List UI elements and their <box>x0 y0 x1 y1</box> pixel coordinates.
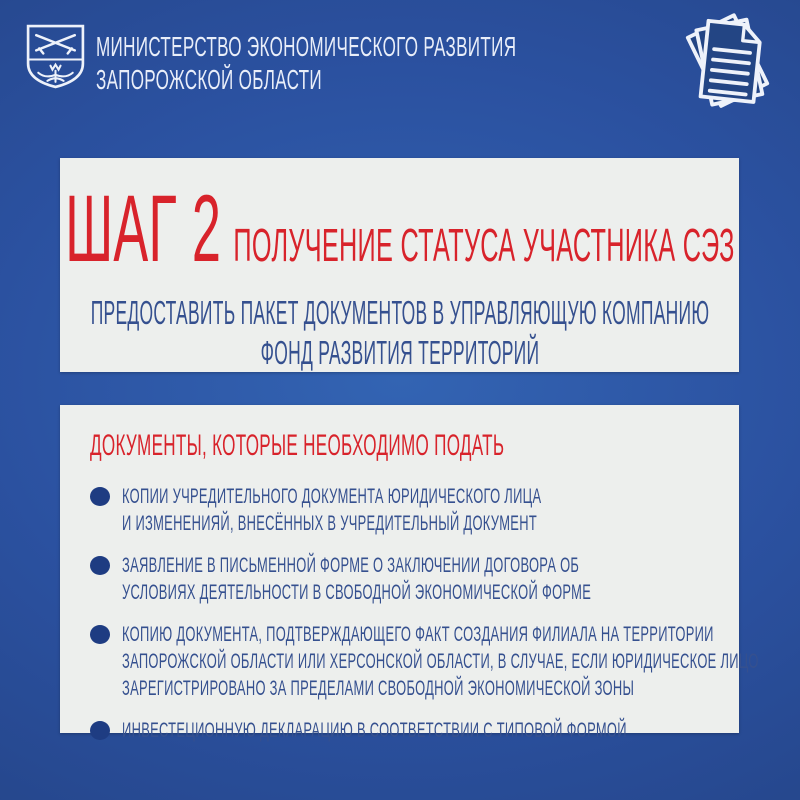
list-item-line: УСЛОВИЯХ ДЕЯТЕЛЬНОСТИ В СВОБОДНОЙ ЭКОНОМИЧЕСКОЙ ФОРМЕ <box>122 580 592 604</box>
step-subtitle-line1: ПРЕДОСТАВИТЬ ПАКЕТ ДОКУМЕНТОВ В УПРАВЛЯЮЩУЮ КОМПАНИЮ <box>90 294 709 331</box>
list-item-line: И ИЗМЕНЕНИЯЙ, ВНЕСЁННЫХ В УЧРЕДИТЕЛЬНЫЙ ДОКУМЕНТ <box>122 511 538 535</box>
step-subtitle-line2: ФОНД РАЗВИТИЯ ТЕРРИТОРИЙ <box>260 334 539 371</box>
step-card <box>60 158 739 372</box>
list-item <box>90 621 759 702</box>
bullet-dot-icon <box>90 721 110 740</box>
list-item-text <box>122 717 709 744</box>
list-item-text <box>122 483 709 537</box>
list-item-line: ЗАРЕГИСТРИРОВАНО ЗА ПРЕДЕЛАМИ СВОБОДНОЙ ЭКОНОМИЧЕСКОЙ ЗОНЫ <box>122 676 635 700</box>
list-item <box>90 717 709 744</box>
list-item <box>90 552 709 606</box>
ministry-title-line1: МИНИСТЕРСТВО ЭКОНОМИЧЕСКОГО РАЗВИТИЯ <box>96 31 517 62</box>
step-title: ПОЛУЧЕНИЕ СТАТУСА УЧАСТНИКА СЭЗ <box>232 219 735 271</box>
coat-of-arms-icon <box>25 23 86 90</box>
list-item <box>90 483 709 537</box>
documents-heading: ДОКУМЕНТЫ, КОТОРЫЕ НЕОБХОДИМО ПОДАТЬ <box>90 429 505 462</box>
list-item-text <box>122 552 709 606</box>
bullet-dot-icon <box>90 625 110 644</box>
step-number-label: ШАГ 2 <box>64 176 221 282</box>
list-item-text <box>122 621 759 702</box>
list-item-line: ИНВЕСТЕЦИОННУЮ ДЕКЛАРАЦИЮ В СООТВЕТСТВИИ С ТИПОВОЙ ФОРМОЙ <box>122 718 627 742</box>
bullet-dot-icon <box>90 487 110 506</box>
list-item-line: КОПИИ УЧРЕДИТЕЛЬНОГО ДОКУМЕНТА ЮРИДИЧЕСКОГО ЛИЦА <box>122 484 542 508</box>
ministry-title-line2: ЗАПОРОЖСКОЙ ОБЛАСТИ <box>96 64 322 95</box>
header <box>0 0 800 130</box>
list-item-line: ЗАПОРОЖСКОЙ ОБЛАСТИ ИЛИ ХЕРСОНСКОЙ ОБЛАСТИ, В СЛУЧАЕ, ЕСЛИ ЮРИДИЧЕСКОЕ ЛИЦО <box>122 649 759 673</box>
step-heading <box>64 176 735 282</box>
document-stack-icon <box>670 8 784 122</box>
documents-card <box>60 405 759 742</box>
list-item-line: КОПИЮ ДОКУМЕНТА, ПОДТВЕРЖДАЮЩЕГО ФАКТ СОЗДАНИЯ ФИЛИАЛА НА ТЕРРИТОРИИ <box>122 622 714 646</box>
bullet-dot-icon <box>90 556 110 575</box>
documents-card-content <box>60 405 759 744</box>
list-item-line: ЗАЯВЛЕНИЕ В ПИСЬМЕННОЙ ФОРМЕ О ЗАКЛЮЧЕНИИ ДОГОВОРА ОБ <box>122 553 580 577</box>
